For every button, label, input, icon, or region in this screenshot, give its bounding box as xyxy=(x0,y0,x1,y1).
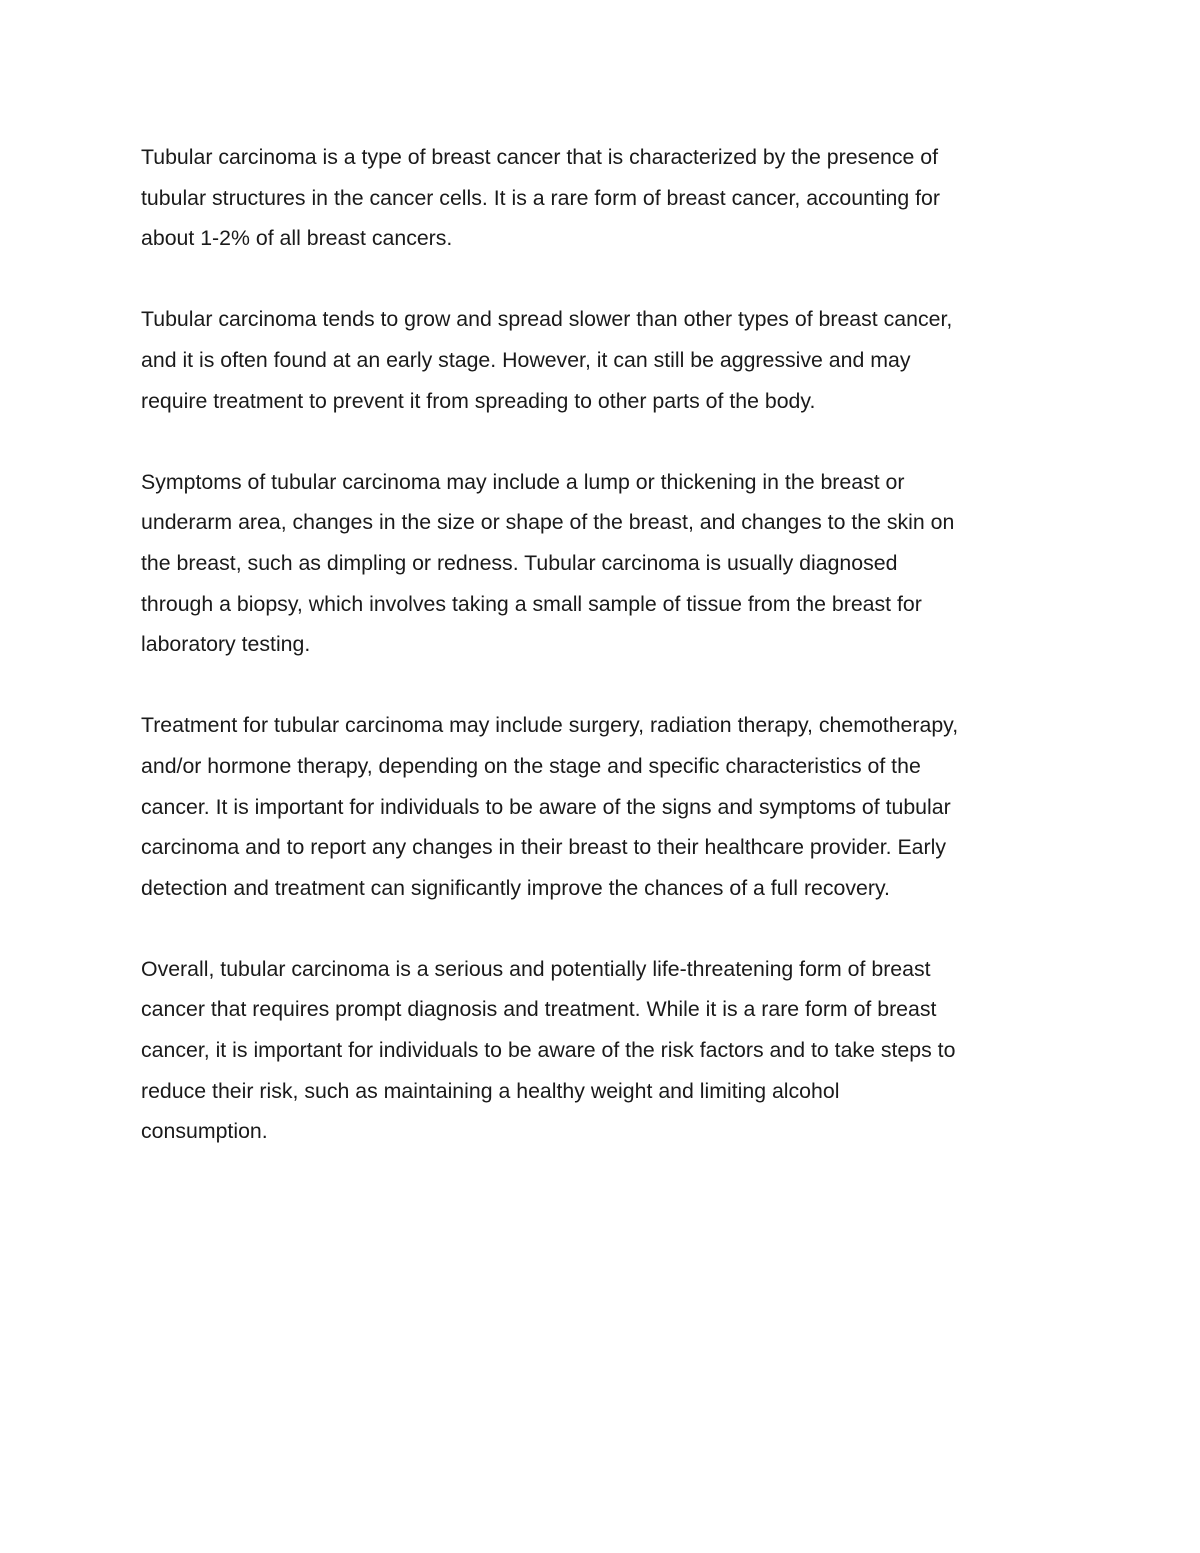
text-line: reduce their risk, such as maintaining a healthy weight and limiting alcohol xyxy=(141,1078,840,1103)
text-line: Symptoms of tubular carcinoma may include a lump or thickening in the breast or xyxy=(141,469,905,494)
text-line: require treatment to prevent it from spreading to other parts of the body. xyxy=(141,388,816,413)
paragraph-growth xyxy=(141,299,1061,421)
paragraph-treatment xyxy=(141,705,1061,908)
text-line: about 1-2% of all breast cancers. xyxy=(141,226,453,251)
text-line: Overall, tubular carcinoma is a serious and potentially life-threatening form of breast xyxy=(141,956,931,981)
text-line: Tubular carcinoma is a type of breast cancer that is characterized by the presence of xyxy=(141,145,939,169)
text-line: Tubular carcinoma tends to grow and spread slower than other types of breast cancer, xyxy=(141,307,953,332)
paragraph-intro xyxy=(141,137,1061,259)
text-line: and it is often found at an early stage. However, it can still be aggressive and may xyxy=(141,347,911,372)
text-line: detection and treatment can significantly improve the chances of a full recovery. xyxy=(141,875,890,900)
text-line: and/or hormone therapy, depending on the stage and specific characteristics of the xyxy=(141,753,921,778)
paragraph-overall xyxy=(141,949,1061,1152)
text-line: Treatment for tubular carcinoma may include surgery, radiation therapy, chemotherapy, xyxy=(141,713,959,738)
text-line: the breast, such as dimpling or redness. Tubular carcinoma is usually diagnosed xyxy=(141,550,898,575)
text-line: underarm area, changes in the size or shape of the breast, and changes to the skin on xyxy=(141,510,955,535)
paragraph-symptoms xyxy=(141,462,1061,665)
text-line: cancer that requires prompt diagnosis and treatment. While it is a rare form of breast xyxy=(141,997,937,1022)
text-line: laboratory testing. xyxy=(141,632,311,657)
text-line: cancer, it is important for individuals to be aware of the risk factors and to take steps to xyxy=(141,1038,956,1063)
document-body xyxy=(141,137,1061,1192)
text-line: cancer. It is important for individuals to be aware of the signs and symptoms of tubular xyxy=(141,794,951,819)
text-line: tubular structures in the cancer cells. It is a rare form of breast cancer, accounting for xyxy=(141,185,940,210)
text-line: consumption. xyxy=(141,1119,268,1144)
text-line: carcinoma and to report any changes in their breast to their healthcare provider. Early xyxy=(141,835,946,860)
text-line: through a biopsy, which involves taking a small sample of tissue from the breast for xyxy=(141,591,922,616)
